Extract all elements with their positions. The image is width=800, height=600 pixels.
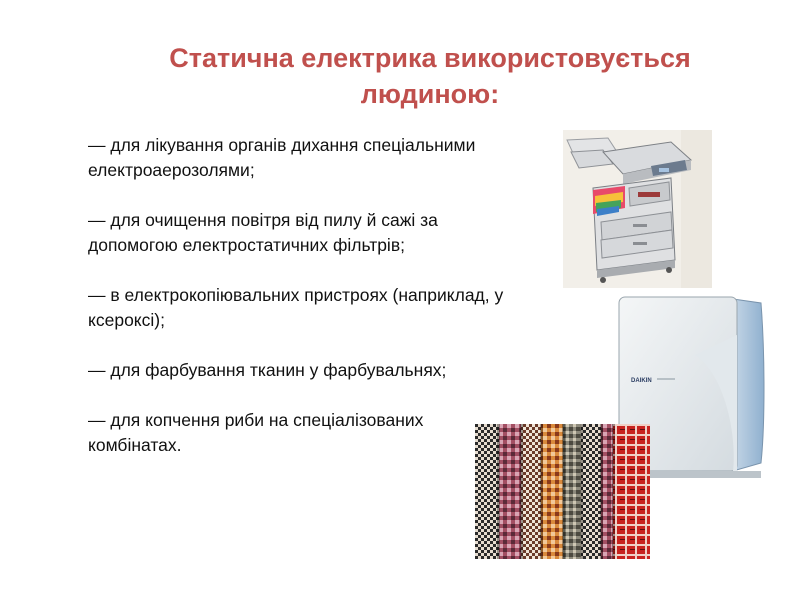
list-item: — для лікування органів дихання спеціальними електроаерозолями; <box>88 135 476 180</box>
photocopier-drawing <box>563 130 712 288</box>
list-item: — для фарбування тканин у фарбувальнях; <box>88 360 447 380</box>
slide-title: Статична електрика використовується людиною: <box>169 43 691 109</box>
list-item: — для очищення повітря від пилу й сажі за допомогою електростатичних фільтрів; <box>88 210 438 255</box>
fabric-drawing <box>475 424 650 559</box>
list-item: — для копчення риби на спеціалізованих комбінатах. <box>88 410 424 455</box>
usage-list <box>88 133 518 458</box>
dyed-fabric-image <box>475 424 650 559</box>
purifier-brand-label: DAIKIN <box>631 378 652 384</box>
photocopier-image <box>563 130 712 288</box>
list-item: — в електрокопіювальних пристроях (наприклад, у ксероксі); <box>88 285 504 330</box>
